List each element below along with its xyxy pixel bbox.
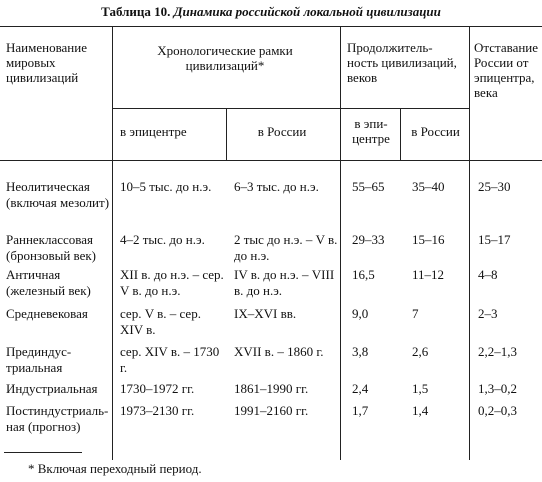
row-3-name: Античная (железный век)	[6, 267, 91, 298]
subheader-duration-russia: в России	[411, 124, 460, 139]
rule-col-2	[226, 108, 227, 160]
row-4-duration-epicenter: 9,0	[352, 306, 369, 321]
rule-col-3	[340, 26, 341, 460]
row-1-name: Неолитическая (включая мезолит)	[6, 179, 110, 210]
header-name: Наименование мировых цивилизаций	[6, 40, 87, 85]
row-2-epicenter: 4–2 тыс. до н.э.	[120, 232, 205, 247]
row-6-lag: 1,3–0,2	[478, 381, 517, 396]
row-2-name: Раннеклассовая (бронзовый век)	[6, 232, 97, 263]
row-6-epicenter: 1730–1972 гг.	[120, 381, 195, 396]
row-2-duration-russia: 15–16	[412, 232, 445, 247]
row-6-duration-epicenter: 2,4	[352, 381, 369, 396]
rule-top	[0, 26, 542, 27]
row-5-lag: 2,2–1,3	[478, 344, 517, 359]
row-3-duration-epicenter: 16,5	[352, 267, 375, 282]
row-5-name: Прединдус-триальная	[6, 344, 72, 375]
row-3-epicenter: XII в. до н.э. – сер. V в. до н.э.	[120, 267, 224, 298]
header-lag: Отставание России от эпицентра, века	[474, 40, 539, 100]
table-caption	[0, 4, 542, 20]
row-4-duration-russia: 7	[412, 306, 419, 321]
row-2-lag: 15–17	[478, 232, 511, 247]
row-6-duration-russia: 1,5	[412, 381, 429, 396]
row-5-duration-epicenter: 3,8	[352, 344, 369, 359]
row-1-duration-russia: 35–40	[412, 179, 445, 194]
row-5-duration-russia: 2,6	[412, 344, 429, 359]
subheader-duration-epicenter: в эпи-центре	[352, 116, 390, 146]
row-3-lag: 4–8	[478, 267, 498, 282]
row-5-epicenter: сер. XIV в. – 1730 г.	[120, 344, 220, 375]
row-6-russia: 1861–1990 гг.	[234, 381, 309, 396]
caption-prefix: Таблица 10.	[101, 4, 171, 19]
row-2-duration-epicenter: 29–33	[352, 232, 385, 247]
row-3-duration-russia: 11–12	[412, 267, 445, 282]
row-5-russia: XVII в. – 1860 г.	[234, 344, 324, 359]
rule-col-1	[112, 26, 113, 460]
row-7-duration-epicenter: 1,7	[352, 403, 369, 418]
rule-header-bottom	[0, 160, 542, 161]
row-1-epicenter: 10–5 тыс. до н.э.	[120, 179, 212, 194]
row-4-name: Средневековая	[6, 306, 88, 321]
row-7-lag: 0,2–0,3	[478, 403, 517, 418]
rule-col-5	[469, 26, 470, 460]
row-1-lag: 25–30	[478, 179, 511, 194]
footnote-rule	[4, 452, 82, 453]
subheader-russia: в России	[257, 124, 307, 139]
row-7-name: Постиндустриаль-ная (прогноз)	[6, 403, 109, 434]
footnote: * Включая переходный период.	[28, 461, 202, 476]
row-4-lag: 2–3	[478, 306, 498, 321]
row-3-russia: IV в. до н.э. – VIII в. до н.э.	[234, 267, 335, 298]
row-1-russia: 6–3 тыс. до н.э.	[234, 179, 319, 194]
row-7-epicenter: 1973–2130 гг.	[120, 403, 195, 418]
row-6-name: Индустриальная	[6, 381, 98, 396]
subheader-epicenter: в эпицентре	[120, 124, 187, 139]
row-1-duration-epicenter: 55–65	[352, 179, 385, 194]
rule-subheader	[112, 108, 469, 109]
row-2-russia: 2 тыс до н.э. – V в. до н.э.	[234, 232, 338, 263]
row-7-duration-russia: 1,4	[412, 403, 429, 418]
rule-col-4	[400, 108, 401, 160]
row-7-russia: 1991–2160 гг.	[234, 403, 309, 418]
header-duration: Продолжитель-ность цивилизаций, веков	[347, 40, 457, 85]
header-chronology: Хронологические рамки цивилизаций*	[157, 43, 293, 73]
row-4-russia: IX–XVI вв.	[234, 306, 297, 321]
caption-title: Динамика российской локальной цивилизации	[173, 4, 441, 19]
row-4-epicenter: сер. V в. – сер. XIV в.	[120, 306, 201, 337]
